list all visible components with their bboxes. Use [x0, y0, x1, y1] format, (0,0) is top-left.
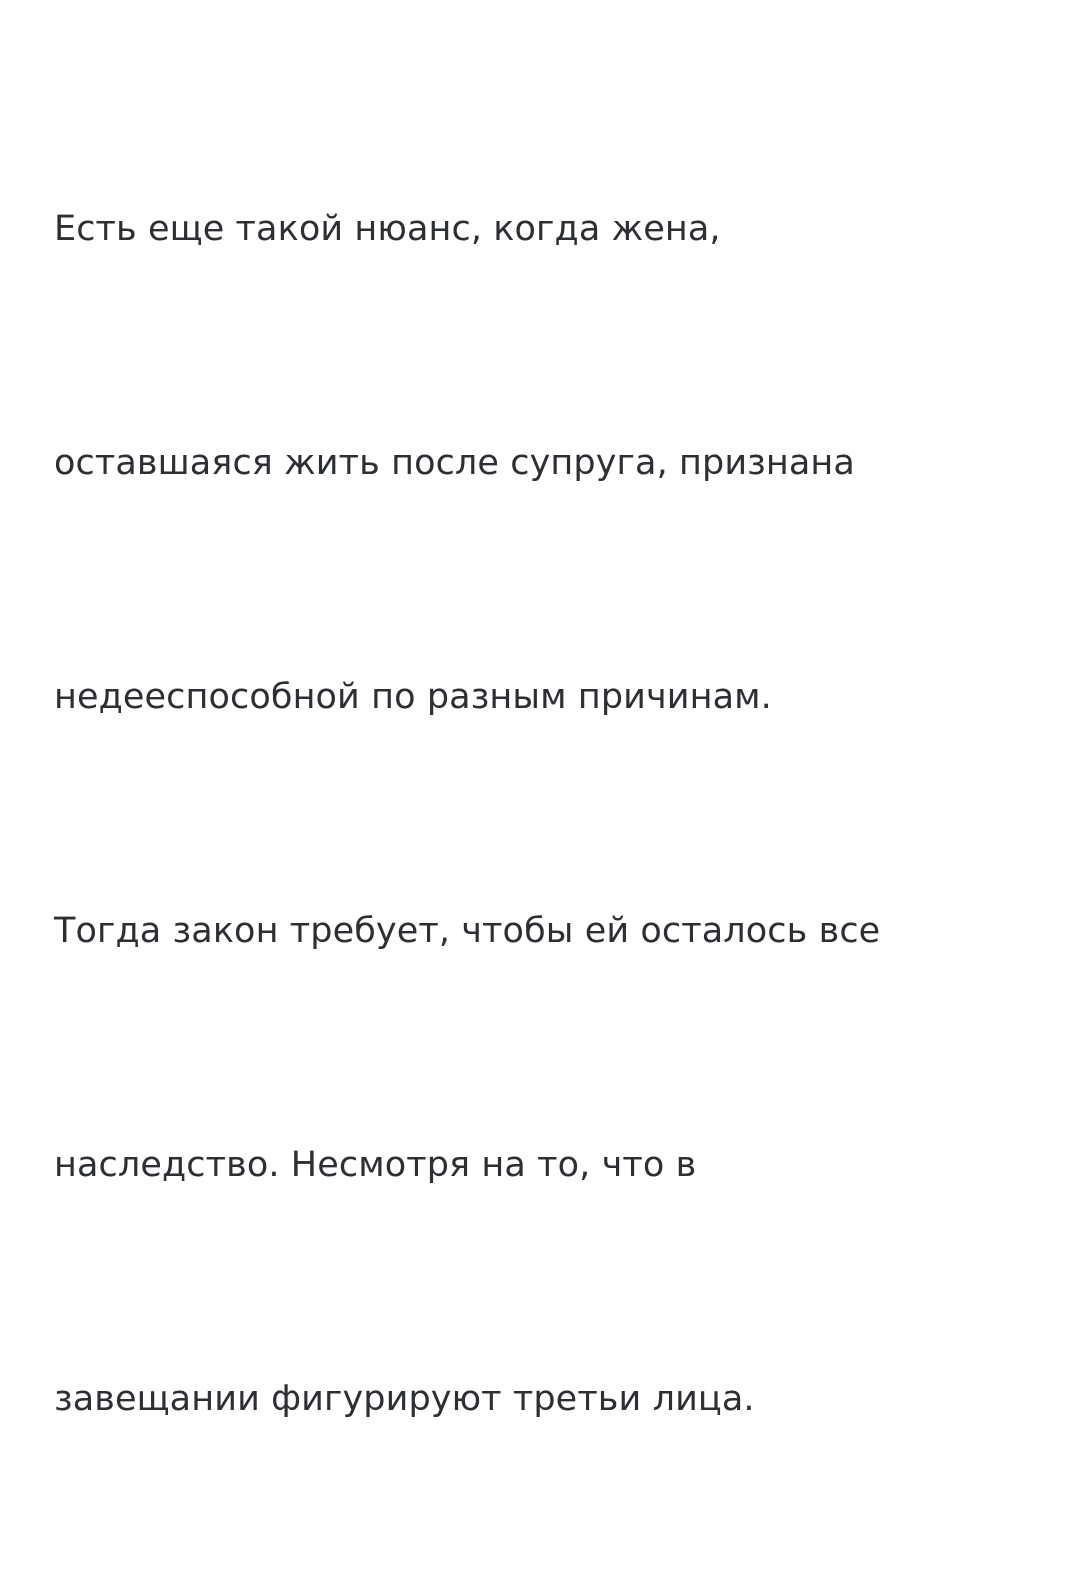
text-line-4: Тогда закон требует, чтобы ей осталось все — [54, 911, 881, 951]
text-line-1: Есть еще такой нюанс, когда жена, — [54, 209, 721, 249]
text-line-6: завещании фигурируют третьи лица. — [54, 1379, 755, 1419]
text-line-3: недееспособной по разным причинам. — [54, 677, 772, 717]
text-line-5: наследство. Несмотря на то, что в — [54, 1145, 697, 1185]
article-text-block — [54, 34, 1029, 1594]
text-line-2: оставшаяся жить после супруга, признана — [54, 443, 855, 483]
paragraph — [54, 34, 1029, 1594]
